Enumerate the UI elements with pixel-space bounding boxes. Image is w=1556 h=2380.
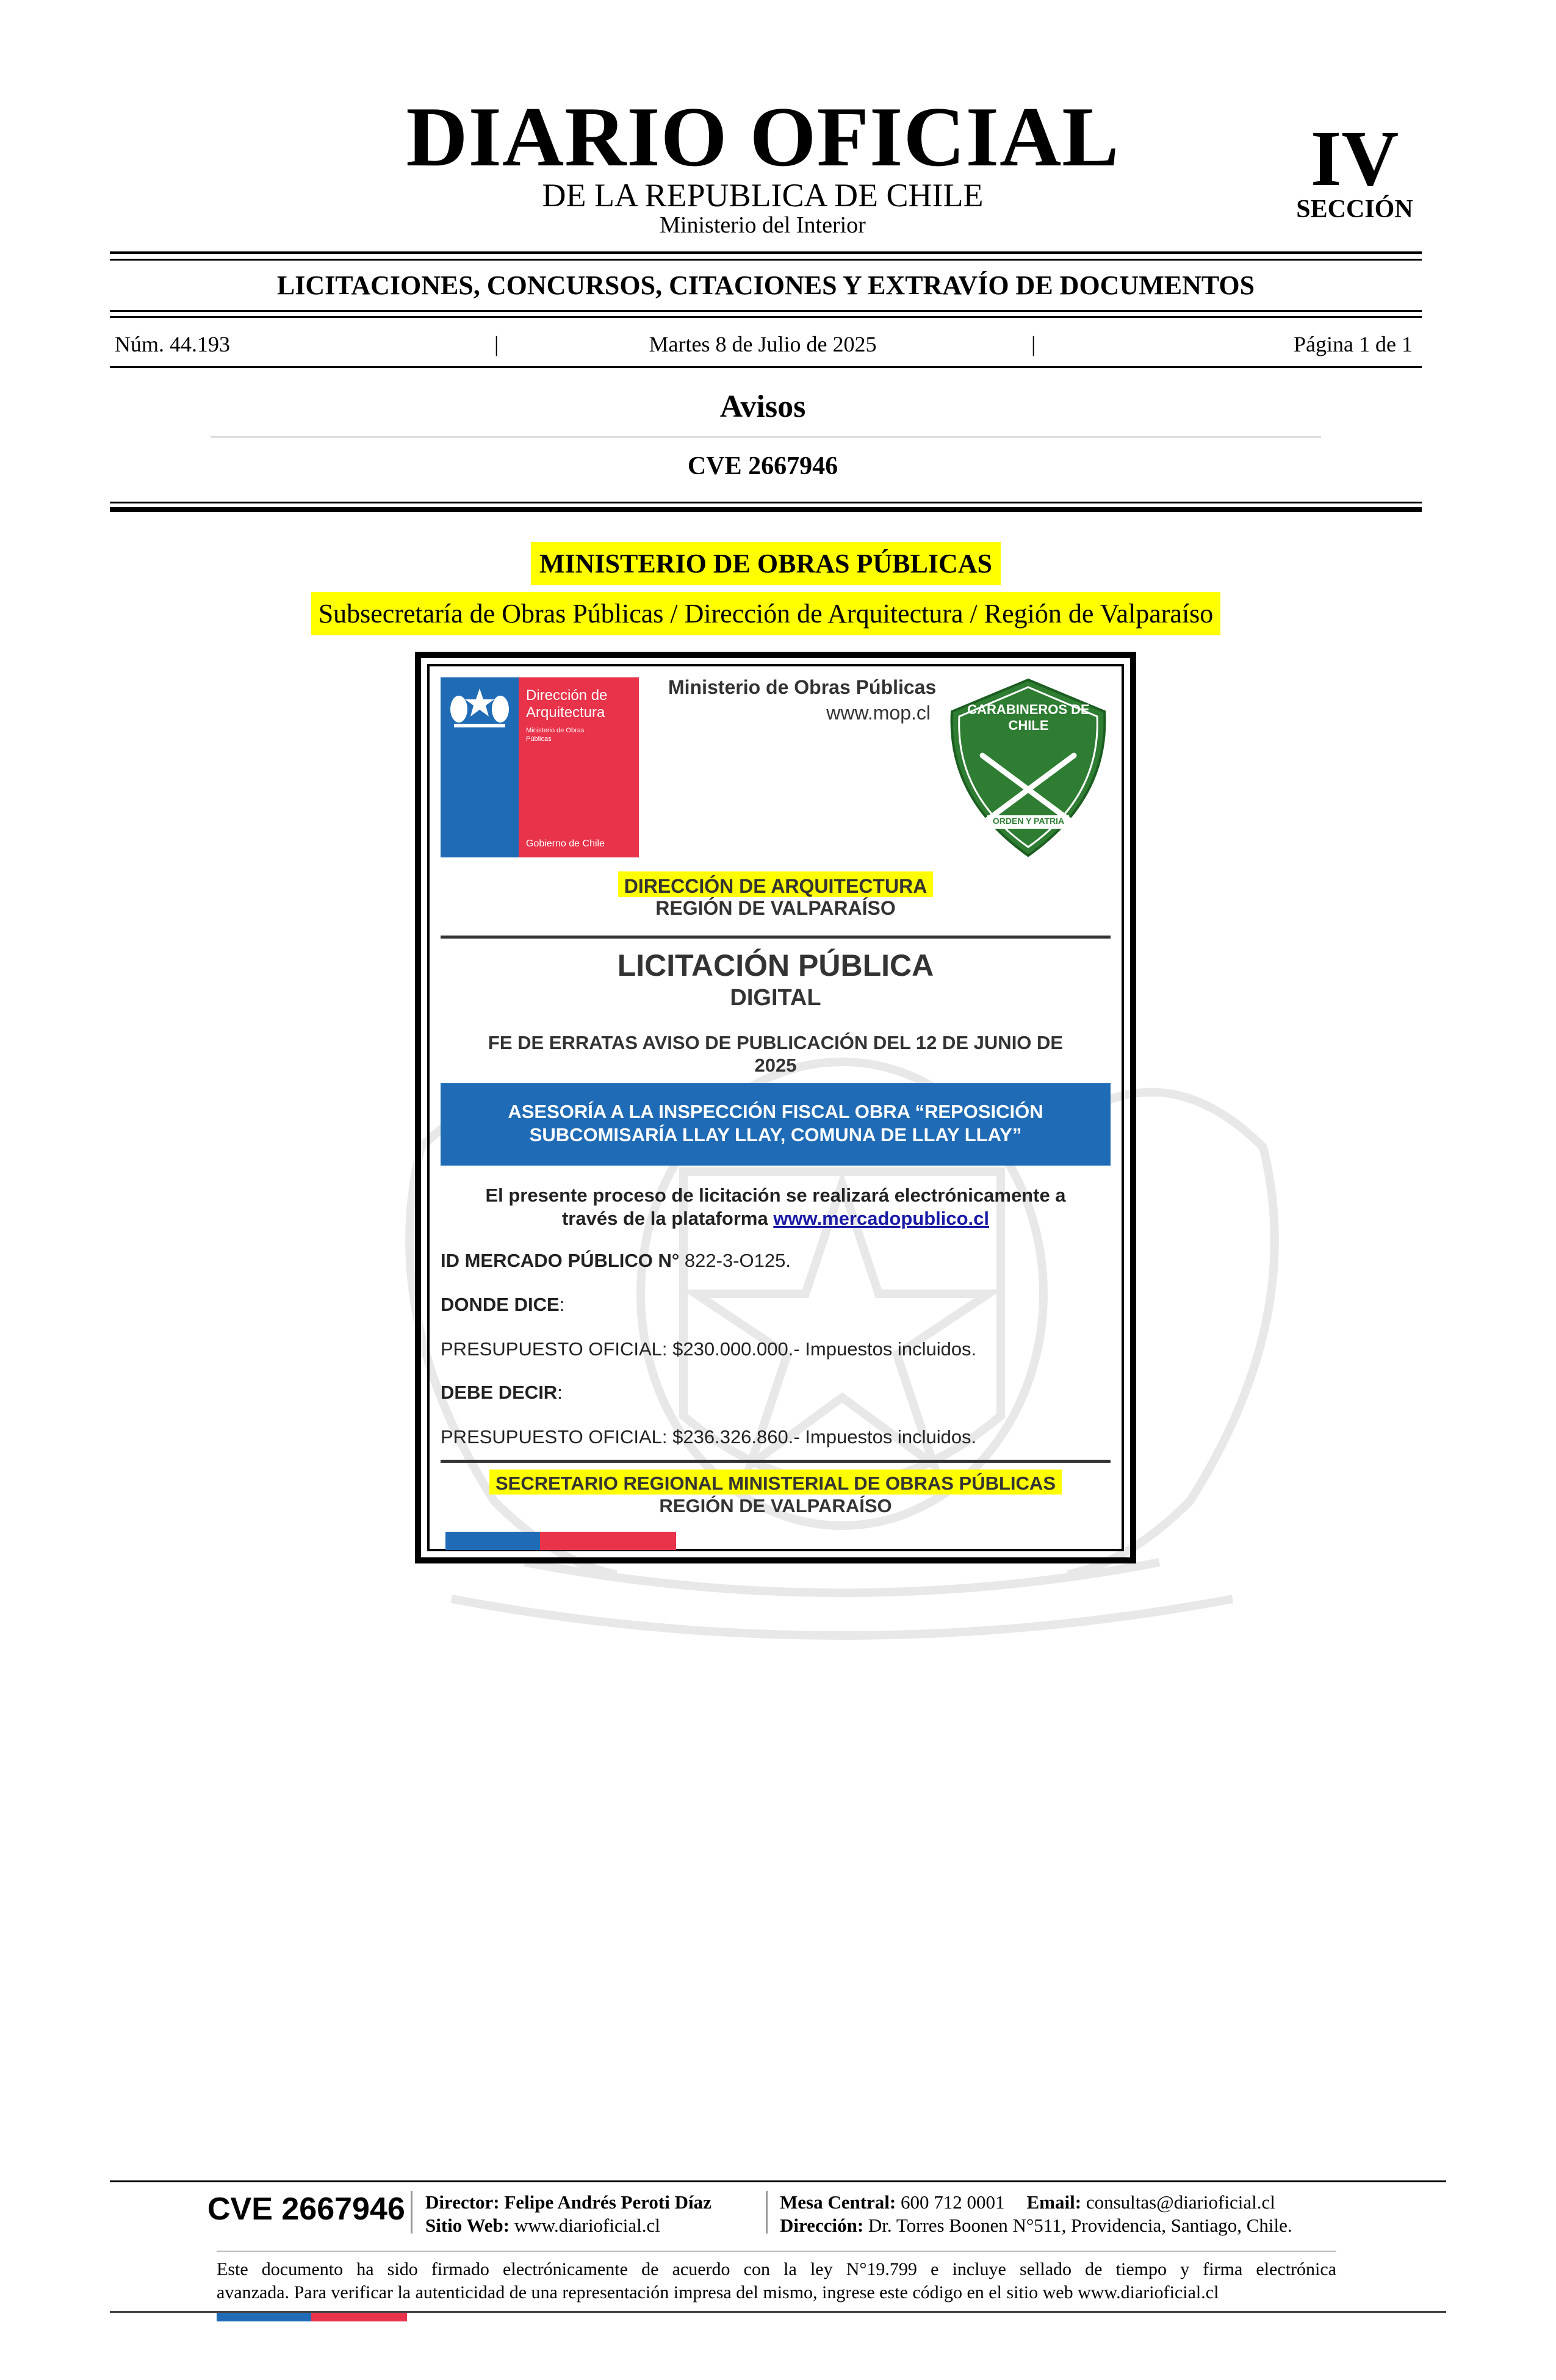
footer-director-value: Felipe Andrés Peroti Díaz <box>499 2191 711 2213</box>
section-marker <box>1281 115 1428 223</box>
ad-donde-colon: : <box>559 1294 565 1315</box>
footer-separator <box>411 2191 412 2234</box>
footer-cve: CVE 2667946 <box>207 2191 405 2227</box>
footer-legal <box>217 2258 1336 2304</box>
notice-path-wrap <box>110 592 1422 635</box>
cve-code: CVE 2667946 <box>687 452 838 480</box>
ad-donde-value: PRESUPUESTO OFICIAL: $230.000.000.- Impuestos incluidos. <box>441 1338 977 1360</box>
logo-line2: Arquitectura <box>526 704 605 721</box>
ad-heading: LICITACIÓN PÚBLICA <box>617 948 934 983</box>
ad-id-value: 822-3-O125. <box>679 1250 791 1271</box>
ad-errata-line2: 2025 <box>754 1055 797 1076</box>
separator: | <box>494 332 499 356</box>
footer-legal-line2: avanzada. Para verificar la autenticidad de una representación impresa del mismo, ingrese este código en el sitio web www.diarioficial.cl <box>217 2282 1219 2302</box>
ad-process <box>441 1184 1111 1230</box>
ad-project-line1: ASESORÍA A LA INSPECCIÓN FISCAL OBRA “REPOSICIÓN <box>508 1101 1043 1122</box>
ad-errata-line1: FE DE ERRATAS AVISO DE PUBLICACIÓN DEL 12 DE JUNIO DE <box>488 1032 1064 1053</box>
ad-debe-line <box>441 1382 563 1404</box>
masthead <box>305 92 1220 238</box>
carabineros-line2: CHILE <box>1008 718 1049 733</box>
divider <box>110 502 1422 503</box>
section-title: Avisos <box>719 389 806 424</box>
footer-divider <box>110 2180 1446 2182</box>
footer-mesa-label: Mesa Central: <box>780 2191 896 2213</box>
issue-date: Martes 8 de Julio de 2025 <box>649 332 877 356</box>
ad-signer <box>441 1469 1111 1517</box>
footer-separator <box>766 2191 768 2234</box>
carabineros-text <box>945 702 1112 734</box>
logo-blue-panel <box>441 677 519 857</box>
footer-color-bar-red <box>311 2313 407 2321</box>
ad-divider <box>441 936 1111 939</box>
divider <box>110 507 1422 512</box>
direccion-arquitectura-logo <box>441 677 639 857</box>
notice-ministry: MINISTERIO DE OBRAS PÚBLICAS <box>531 542 1001 585</box>
logo-line1: Dirección de <box>526 687 608 704</box>
logo-red-panel <box>519 677 639 857</box>
footer-email-value[interactable]: consultas@diarioficial.cl <box>1081 2191 1275 2213</box>
page-count: Página 1 de 1 <box>1294 332 1413 356</box>
footer-address-label: Dirección: <box>780 2215 864 2236</box>
footer-email-label: Email: <box>1026 2191 1082 2213</box>
footer-color-bar-blue <box>217 2313 311 2321</box>
ad-debe-value: PRESUPUESTO OFICIAL: $236.326.860.- Impuestos incluidos. <box>441 1426 977 1448</box>
ad-id-label: ID MERCADO PÚBLICO N° <box>441 1250 680 1271</box>
ad-debe-label: DEBE DECIR <box>441 1382 558 1403</box>
logo-footer: Gobierno de Chile <box>526 838 605 849</box>
ad-process-line2: través de la plataforma <box>561 1208 774 1229</box>
divider <box>110 316 1422 318</box>
divider <box>110 366 1422 368</box>
ad-direction <box>441 871 1111 919</box>
issue-number: Núm. 44.193 <box>115 332 230 356</box>
footer-site-value[interactable]: www.diarioficial.cl <box>510 2215 660 2236</box>
section-label: SECCIÓN <box>1296 195 1413 223</box>
divider <box>110 251 1422 254</box>
ad-project-banner <box>441 1083 1111 1166</box>
footer-thin-divider <box>217 2251 1336 2252</box>
divider <box>110 310 1422 312</box>
newspaper-subtitle: DE LA REPUBLICA DE CHILE <box>542 177 984 214</box>
ad-donde-line <box>441 1294 564 1316</box>
notice-ministry-wrap <box>110 542 1422 585</box>
ad-color-bar-blue <box>445 1532 540 1550</box>
category-title: LICITACIONES, CONCURSOS, CITACIONES Y EXTRAVÍO DE DOCUMENTOS <box>276 270 1255 300</box>
ad-direction-line2: REGIÓN DE VALPARAÍSO <box>655 897 896 919</box>
thin-divider <box>211 436 1321 438</box>
ministry-line: Ministerio del Interior <box>660 212 866 238</box>
ad-direction-line1: DIRECCIÓN DE ARQUITECTURA <box>618 871 934 897</box>
logo-line3: Ministerio de Obras <box>526 727 585 734</box>
section-number: IV <box>1310 115 1399 203</box>
divider <box>110 259 1422 261</box>
chile-emblem-icon <box>441 677 519 738</box>
footer-contact-block <box>780 2191 1292 2237</box>
ad-donde-label: DONDE DICE <box>441 1294 560 1315</box>
ad-divider <box>441 1460 1111 1463</box>
ad-subheading: DIGITAL <box>730 985 821 1011</box>
ad-id-line <box>441 1250 791 1272</box>
ad-signer-line2: REGIÓN DE VALPARAÍSO <box>659 1495 892 1516</box>
ad-signer-line1: SECRETARIO REGIONAL MINISTERIAL DE OBRAS PÚBLICAS <box>489 1469 1062 1495</box>
notice-path: Subsecretaría de Obras Públicas / Dirección de Arquitectura / Región de Valparaíso <box>311 592 1221 635</box>
carabineros-motto: ORDEN Y PATRIA <box>992 816 1065 826</box>
mop-url: www.mop.cl <box>826 702 931 724</box>
footer-director-block <box>425 2191 711 2237</box>
separator: | <box>1031 332 1036 356</box>
mercadopublico-link[interactable]: www.mercadopublico.cl <box>773 1208 990 1229</box>
ad-color-bar-red <box>540 1532 676 1550</box>
footer-mesa-value: 600 712 0001 <box>896 2191 1005 2213</box>
footer-site-label: Sitio Web: <box>425 2215 510 2236</box>
footer-legal-line1: Este documento ha sido firmado electrónicamente de acuerdo con la ley N°19.799 e incluye sellado de tiempo y firma electrónica <box>217 2259 1336 2279</box>
footer-address-value: Dr. Torres Boonen N°511, Providencia, Santiago, Chile. <box>863 2215 1292 2236</box>
ad-project-line2: SUBCOMISARÍA LLAY LLAY, COMUNA DE LLAY LLAY” <box>529 1124 1022 1145</box>
footer-director-label: Director: <box>425 2191 500 2213</box>
ad-errata <box>441 1031 1111 1076</box>
ad-process-line1: El presente proceso de licitación se realizará electrónicamente a <box>485 1185 1066 1206</box>
carabineros-line1: CARABINEROS DE <box>967 702 1090 717</box>
ad-debe-colon: : <box>557 1382 563 1403</box>
mop-title: Ministerio de Obras Públicas <box>668 676 937 698</box>
newspaper-title: DIARIO OFICIAL <box>406 90 1120 184</box>
logo-line4: Públicas <box>526 735 552 743</box>
